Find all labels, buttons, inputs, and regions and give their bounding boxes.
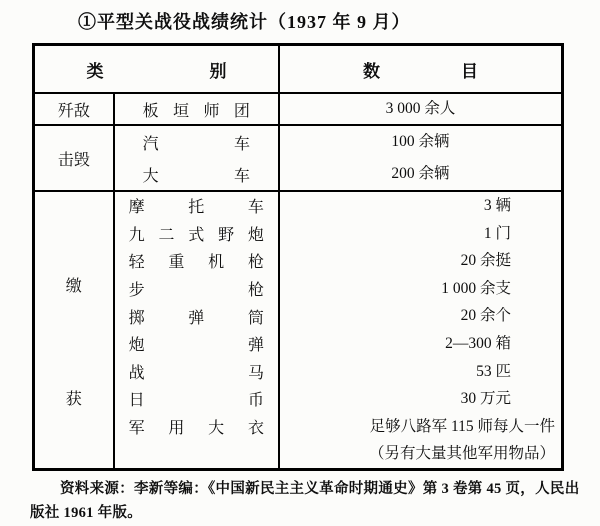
category-label: 击毁 (57, 151, 90, 169)
items-cell (114, 93, 279, 125)
items-cell (114, 191, 279, 469)
item-name-filler (115, 440, 278, 468)
item-value: 20 余个 (460, 307, 511, 325)
category-label-cell (34, 125, 114, 191)
source-note (30, 477, 578, 525)
item-name: 板 垣 师 团 (142, 102, 250, 120)
item-value: 200 余辆 (391, 165, 450, 182)
category-label: 歼敌 (57, 102, 90, 120)
page-title: ①平型关战役战绩统计（1937 年 9 月） (78, 12, 411, 32)
item-name: 军 用 大 衣 (128, 420, 264, 438)
item-name: 战 马 (128, 364, 264, 382)
source-line-1: 资料来源：李新等编：《中国新民主主义革命时期通史》第 3 卷第 45 页，人民出 (60, 481, 580, 497)
values-cell (279, 93, 563, 125)
item-name: 大 车 (142, 167, 250, 185)
item-name: 日 币 (128, 392, 264, 410)
values-cell (279, 191, 563, 469)
values-cell (279, 125, 563, 191)
item-name: 掷 弹 筒 (128, 309, 264, 327)
header-category (34, 45, 279, 94)
header-quantity (279, 45, 563, 94)
item-name: 炮 弹 (128, 337, 264, 355)
item-value: 足够八路军 115 师每人一件 (369, 417, 555, 435)
item-value: 1 门 (483, 224, 511, 242)
source-line-2: 版社 1961 年版。 (30, 505, 143, 521)
header-row (34, 45, 563, 94)
category-label-cell (34, 191, 114, 469)
category-label-char: 获 (65, 391, 82, 408)
item-name: 步 枪 (128, 282, 264, 300)
header-category-label: 类 别 (86, 61, 227, 81)
item-name: 摩 托 车 (128, 199, 264, 217)
item-value-extra: （另有大量其他军用物品） (368, 445, 555, 463)
item-name: 九 二 式 野 炮 (128, 226, 264, 244)
item-value: 3 辆 (483, 197, 511, 214)
item-value: 20 余挺 (460, 252, 511, 270)
item-value: 53 匹 (476, 362, 511, 380)
battle-stats-table (32, 43, 564, 471)
section-row-jihui (34, 125, 563, 191)
item-value: 100 余辆 (391, 133, 450, 150)
item-value: 1 000 余支 (441, 279, 511, 297)
items-cell (114, 125, 279, 191)
header-quantity-label: 数 目 (362, 61, 478, 81)
category-label-char: 缴 (65, 278, 82, 295)
item-name: 轻 重 机 枪 (128, 254, 264, 272)
table-body (34, 93, 563, 469)
item-value: 30 万元 (460, 390, 511, 408)
item-name: 汽 车 (142, 135, 250, 153)
item-value: 3 000 余人 (385, 100, 456, 117)
item-value: 2—300 箱 (445, 334, 511, 352)
section-row-jiaohuo (34, 191, 563, 469)
category-label-cell (34, 93, 114, 125)
section-row-jiandi (34, 93, 563, 125)
